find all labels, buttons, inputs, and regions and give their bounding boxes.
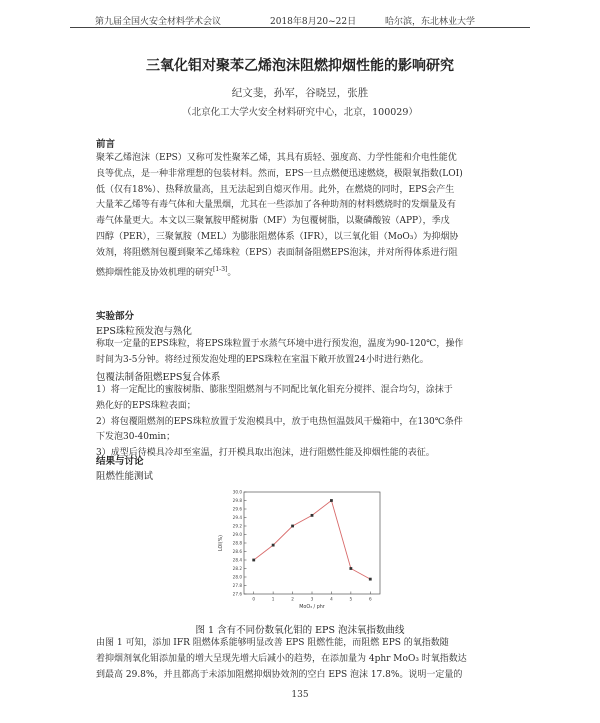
step-line: 3）成型后待模具冷却至室温，打开模具取出泡沫，进行阻燃性能及抑烟性能的表征。 — [96, 448, 435, 459]
data-point — [330, 499, 333, 502]
y-tick-label: 27.8 — [232, 583, 242, 589]
paper-title: 三氧化钼对聚苯乙烯泡沫阻燃抑烟性能的影响研究 — [146, 58, 454, 74]
y-tick-label: 28.8 — [232, 540, 242, 546]
y-tick-label: 29.2 — [232, 523, 242, 529]
step-line: 2）将包覆阻燃剂的EPS珠粒放置于发泡模具中，放于电热恒温鼓风干燥箱中，在130℃条件 — [96, 416, 463, 427]
step-line: 熟化好的EPS珠粒表面； — [96, 400, 196, 411]
y-tick-label: 29.0 — [232, 532, 242, 538]
data-point — [311, 514, 314, 517]
plot-frame — [244, 492, 380, 594]
intro-heading: 前言 — [96, 139, 116, 150]
header-date: 2018年8月20~22日 — [270, 17, 357, 27]
results-line: 到最高 29.8%，并且都高于未添加阻燃抑烟协效剂的空白 EPS 泡沫 17.8%。说明一定量的 — [96, 669, 463, 680]
experiment-subheading-1: EPS珠粒预发泡与熟化 — [96, 326, 192, 337]
paper-affiliation: （北京化工大学火安全材料研究中心，北京，100029） — [182, 107, 418, 118]
intro-line: 低（仅有18%）、热释放量高，且无法起到自熄灭作用。此外，在燃烧的同时，EPS会产生 — [96, 184, 455, 195]
y-tick-label: 28.2 — [232, 566, 242, 572]
x-tick-label: 4 — [330, 596, 333, 602]
experiment-subheading-2: 包覆法制备阻燃EPS复合体系 — [96, 372, 221, 383]
x-tick-label: 1 — [271, 596, 275, 602]
experiment-steps — [96, 383, 504, 462]
loi-chart — [210, 482, 390, 612]
data-point — [252, 559, 255, 562]
intro-line: 良等优点，是一种非常理想的包装材料。然而，EPS一旦点燃便迅速燃烧，极限氧指数(LOI) — [96, 168, 463, 179]
results-line: 着抑烟剂氧化钼添加量的增大呈现先增大后减小的趋势，在添加量为 4phr MoO₃ 时氧指数达 — [96, 653, 467, 664]
y-tick-label: 28.4 — [232, 557, 242, 563]
y-axis-label: LOI(%) — [219, 535, 224, 551]
data-point — [349, 567, 352, 570]
paper-authors: 纪文斐，孙军，谷晓昱，张胜 — [231, 87, 369, 99]
y-tick-label: 29.6 — [232, 506, 242, 512]
intro-line-end: 。 — [227, 267, 237, 278]
x-axis-label: MoO₃ / phr — [299, 605, 325, 610]
header-venue: 哈尔滨，东北林业大学 — [385, 17, 476, 27]
intro-line: 四醇（PER），三聚氰胺（MEL）为膨胀阻燃体系（IFR），以三氧化钼（MoO₃）为抑烟协 — [96, 231, 459, 242]
x-tick-label: 2 — [291, 596, 294, 602]
results-line: 由图 1 可知，添加 IFR 阻燃体系能够明显改善 EPS 阻燃性能，而阻燃 EPS 的氧指数随 — [96, 638, 449, 648]
results-heading: 结果与讨论 — [96, 456, 144, 467]
intro-line-last — [96, 262, 504, 282]
y-tick-label: 30.0 — [232, 489, 242, 495]
x-tick-label: 0 — [252, 596, 256, 602]
experiment-line: 称取一定量的EPS珠粒，将EPS珠粒置于水蒸气环境中进行预发泡，温度为90-120℃，操作 — [96, 339, 464, 349]
page-number: 135 — [291, 690, 309, 700]
loi-series-line — [254, 501, 371, 580]
y-tick-label: 29.4 — [232, 515, 242, 521]
intro-line: 聚苯乙烯泡沫（EPS）又称可发性聚苯乙烯，其具有质轻、强度高、力学性能和介电性能优 — [96, 153, 457, 163]
results-subheading: 阻燃性能测试 — [96, 471, 154, 482]
results-paragraph — [96, 636, 504, 683]
header-conference: 第九届全国火安全材料学术会议 — [95, 17, 222, 27]
experiment-heading: 实验部分 — [96, 311, 135, 322]
header-rule — [70, 27, 530, 28]
intro-line: 效剂，将阻燃剂包覆到聚苯乙烯珠粒（EPS）表面制备阻燃EPS泡沫，并对所得体系进行阻 — [96, 247, 458, 258]
figure-caption: 图 1 含有不同份数氧化钼的 EPS 泡沫氧指数曲线 — [195, 625, 405, 636]
x-tick-label: 3 — [310, 596, 314, 602]
y-tick-label: 28.0 — [232, 574, 242, 580]
experiment-line: 时间为3-5分钟。将经过预发泡处理的EPS珠粒在室温下敞开放置24小时进行熟化。 — [96, 354, 429, 365]
x-tick-label: 5 — [349, 596, 353, 602]
data-point — [369, 578, 372, 581]
data-point — [272, 544, 275, 547]
intro-line: 毒气体量更大。本文以三聚氰胺甲醛树脂（MF）为包覆树脂，以聚磷酸铵（APP），季戊 — [96, 216, 450, 227]
y-tick-label: 29.8 — [232, 498, 242, 504]
x-tick-label: 6 — [368, 596, 372, 602]
intro-line: 燃抑烟性能及协效机理的研究 — [96, 267, 214, 278]
intro-line: 大量苯乙烯等有毒气体和大量黑烟，尤其在一些添加了各种助剂的材料燃烧时的发烟量及有 — [96, 200, 457, 211]
experiment-paragraph-1 — [96, 337, 504, 369]
reference-marker: [1-3] — [213, 265, 228, 273]
y-tick-label: 28.6 — [232, 549, 242, 555]
step-line: 下发泡30-40min； — [96, 432, 176, 443]
y-tick-label: 27.6 — [232, 591, 242, 597]
intro-paragraph — [96, 151, 504, 281]
step-line: 1）将一定配比的蜜胺树脂、膨胀型阻燃剂与不同配比氧化钼充分搅拌、混合均匀，涂抹于 — [96, 385, 453, 395]
data-point — [291, 525, 294, 528]
